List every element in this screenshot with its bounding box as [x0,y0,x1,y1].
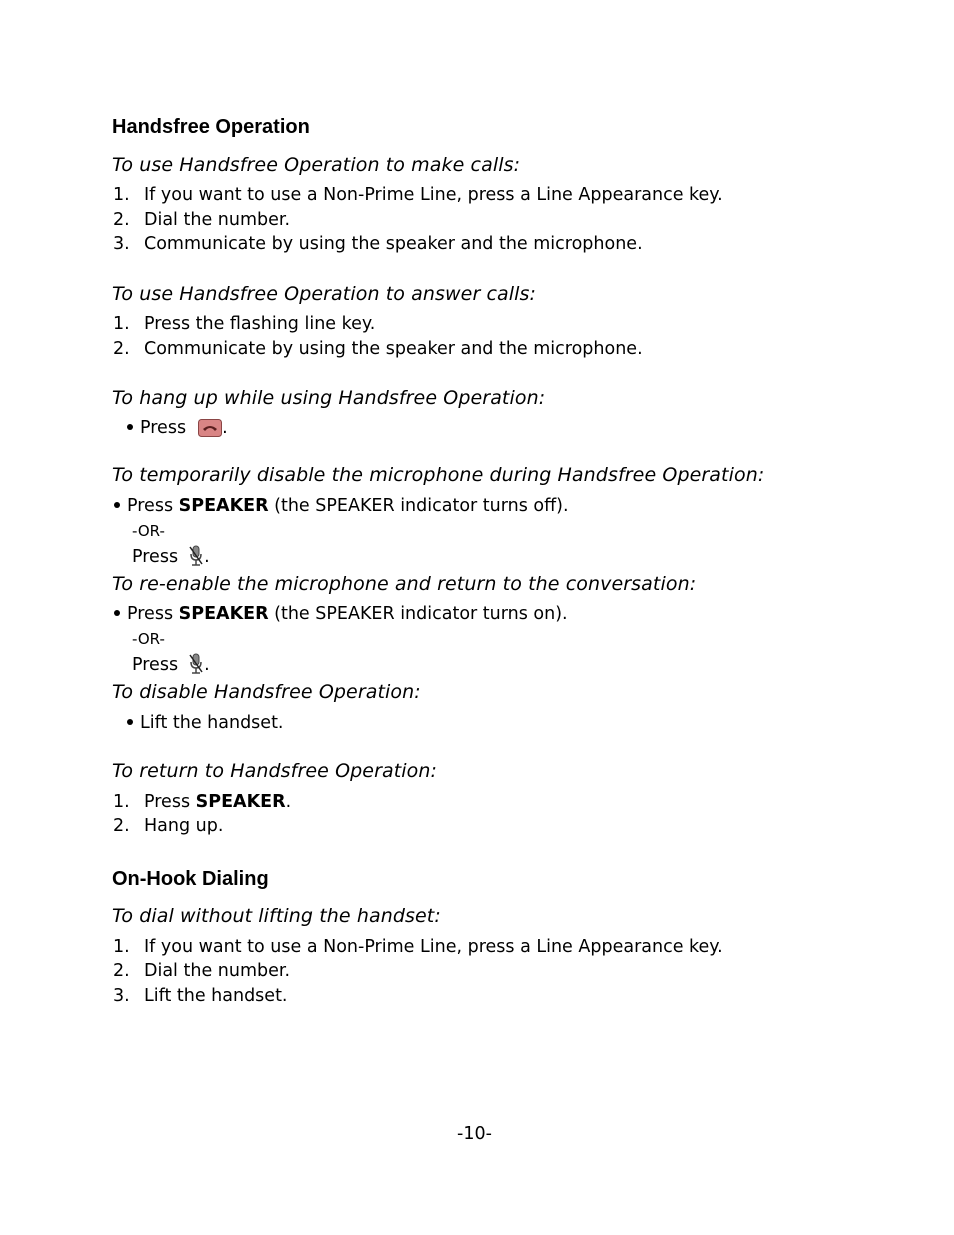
press-label: Press [140,418,187,438]
press-label: Press [132,547,179,567]
bullet-item [114,496,569,516]
step-text: Lift the handset. [144,986,288,1006]
hang-up-key-icon [198,419,222,437]
list-item: 1. If you want to use a Non-Prime Line, press a Line Appearance key. [113,937,723,957]
step-text: If you want to use a Non-Prime Line, press a Line Appearance key. [144,185,723,205]
list-item: 1. If you want to use a Non-Prime Line, press a Line Appearance key. [113,185,723,205]
subheading-reenable-mic: To re-enable the microphone and return to the conversation: [112,573,697,595]
subheading-return-handsfree: To return to Handsfree Operation: [112,760,438,782]
bullet-icon [127,424,133,430]
press-label: Press [127,604,174,624]
indicator-note: (the SPEAKER indicator turns off). [274,496,569,516]
step-text: If you want to use a Non-Prime Line, press a Line Appearance key. [144,937,723,957]
list-item: 3. Communicate by using the speaker and the microphone. [113,234,643,254]
subheading-dial-without-handset: To dial without lifting the handset: [112,905,441,927]
subheading-hang-up: To hang up while using Handsfree Operation: [112,387,546,409]
list-item: 1. Press the flashing line key. [113,314,376,334]
step-text: Press the flashing line key. [144,314,376,334]
bullet-icon [127,719,133,725]
subheading-make-calls: To use Handsfree Operation to make calls: [112,154,521,176]
list-item: 2. Communicate by using the speaker and the microphone. [113,339,643,359]
speaker-key-label: SPEAKER [195,792,286,812]
alt-press-item: Press . [132,655,210,675]
alt-press-item: Press . [132,547,210,567]
section-heading-onhook: On-Hook Dialing [112,868,269,890]
bullet-icon [114,610,120,616]
or-separator: -OR- [132,522,165,540]
bullet-item [114,604,568,624]
step-text: Dial the number. [144,961,291,981]
speaker-key-label: SPEAKER [178,496,269,516]
section-heading-handsfree: Handsfree Operation [112,116,310,138]
page-number: -10- [457,1124,492,1144]
bullet-item [127,713,284,733]
subheading-disable-mic: To temporarily disable the microphone during Handsfree Operation: [112,464,765,486]
list-item: 2. Hang up. [113,816,224,836]
subheading-disable-handsfree: To disable Handsfree Operation: [112,681,421,703]
list-item: 2. Dial the number. [113,961,291,981]
press-label: Press [144,792,191,812]
list-item: 2. Dial the number. [113,210,291,230]
step-text: Communicate by using the speaker and the microphone. [144,339,643,359]
bullet-icon [114,502,120,508]
press-label: Press [127,496,174,516]
bullet-item: Press . [127,418,228,438]
step-text: Communicate by using the speaker and the microphone. [144,234,643,254]
indicator-note: (the SPEAKER indicator turns on). [274,604,568,624]
subheading-answer-calls: To use Handsfree Operation to answer calls: [112,283,537,305]
speaker-key-label: SPEAKER [178,604,269,624]
mute-microphone-icon [188,545,204,567]
step-text: Dial the number. [144,210,291,230]
mute-microphone-icon [188,653,204,675]
list-item: 3. Lift the handset. [113,986,288,1006]
step-text: Hang up. [144,816,224,836]
or-separator: -OR- [132,630,165,648]
bullet-text: Lift the handset. [140,713,284,733]
list-item: 1. Press SPEAKER. [113,792,292,812]
press-label: Press [132,655,179,675]
